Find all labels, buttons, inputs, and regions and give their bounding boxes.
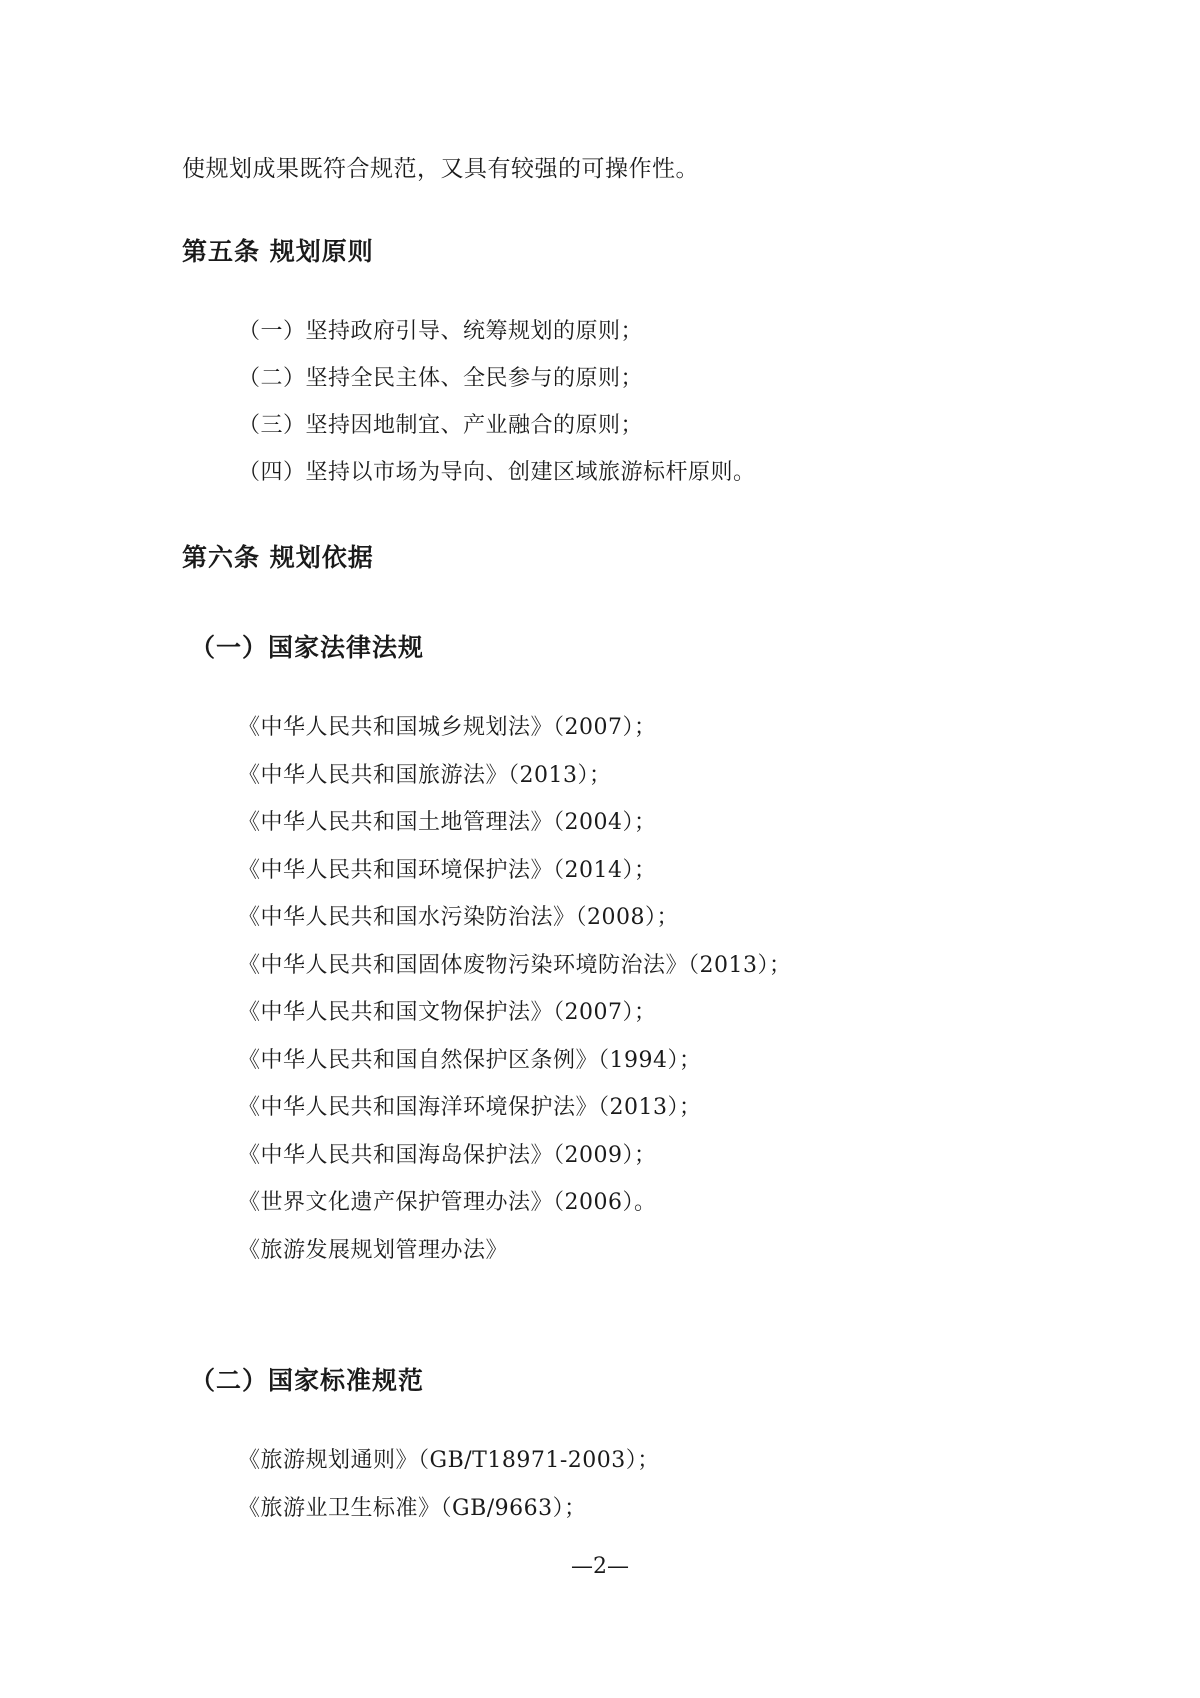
principles-list (238, 317, 756, 505)
list-item: （一）坚持政府引导、统筹规划的原则； (238, 319, 644, 344)
list-item: 《中华人民共和国自然保护区条例》（1994）； (238, 1047, 702, 1073)
list-item: 《旅游发展规划管理办法》 (238, 1237, 509, 1263)
list-item: 《中华人民共和国土地管理法》（2004）； (238, 810, 657, 835)
article-6-heading: 第六条 规划依据 (182, 543, 374, 572)
list-item: 《世界文化遗产保护管理办法》（2006）。 (238, 1190, 657, 1215)
list-item: （四）坚持以市场为导向、创建区域旅游标杆原则。 (238, 460, 756, 485)
list-item: 《中华人民共和国旅游法》（2013）； (238, 762, 612, 788)
page-number: —2— (571, 1554, 629, 1579)
list-item: 《中华人民共和国固体废物污染环境防治法》（2013）； (238, 952, 792, 978)
section-2-heading: （二）国家标准规范 (190, 1366, 425, 1395)
list-item: 《中华人民共和国海岛保护法》（2009）； (238, 1142, 657, 1168)
list-item: （二）坚持全民主体、全民参与的原则； (238, 366, 644, 391)
section-1-heading: （一）国家法律法规 (190, 633, 425, 662)
list-item: 《中华人民共和国文物保护法》（2007）； (238, 1000, 657, 1025)
laws-list (238, 713, 792, 1283)
list-item: 《中华人民共和国水污染防治法》（2008）； (238, 905, 679, 930)
intro-paragraph: 使规划成果既符合规范，又具有较强的可操作性。 (182, 156, 699, 182)
list-item: 《中华人民共和国城乡规划法》（2007）； (238, 715, 657, 740)
list-item: 《旅游规划通则》（GB/T18971-2003）； (238, 1448, 660, 1473)
list-item: 《中华人民共和国海洋环境保护法》（2013）； (238, 1095, 702, 1120)
list-item: 《中华人民共和国环境保护法》（2014）； (238, 857, 657, 883)
standards-list (238, 1446, 660, 1542)
article-5-heading: 第五条 规划原则 (182, 237, 374, 266)
list-item: （三）坚持因地制宜、产业融合的原则； (238, 413, 644, 438)
list-item: 《旅游业卫生标准》（GB/9663）； (238, 1496, 587, 1521)
